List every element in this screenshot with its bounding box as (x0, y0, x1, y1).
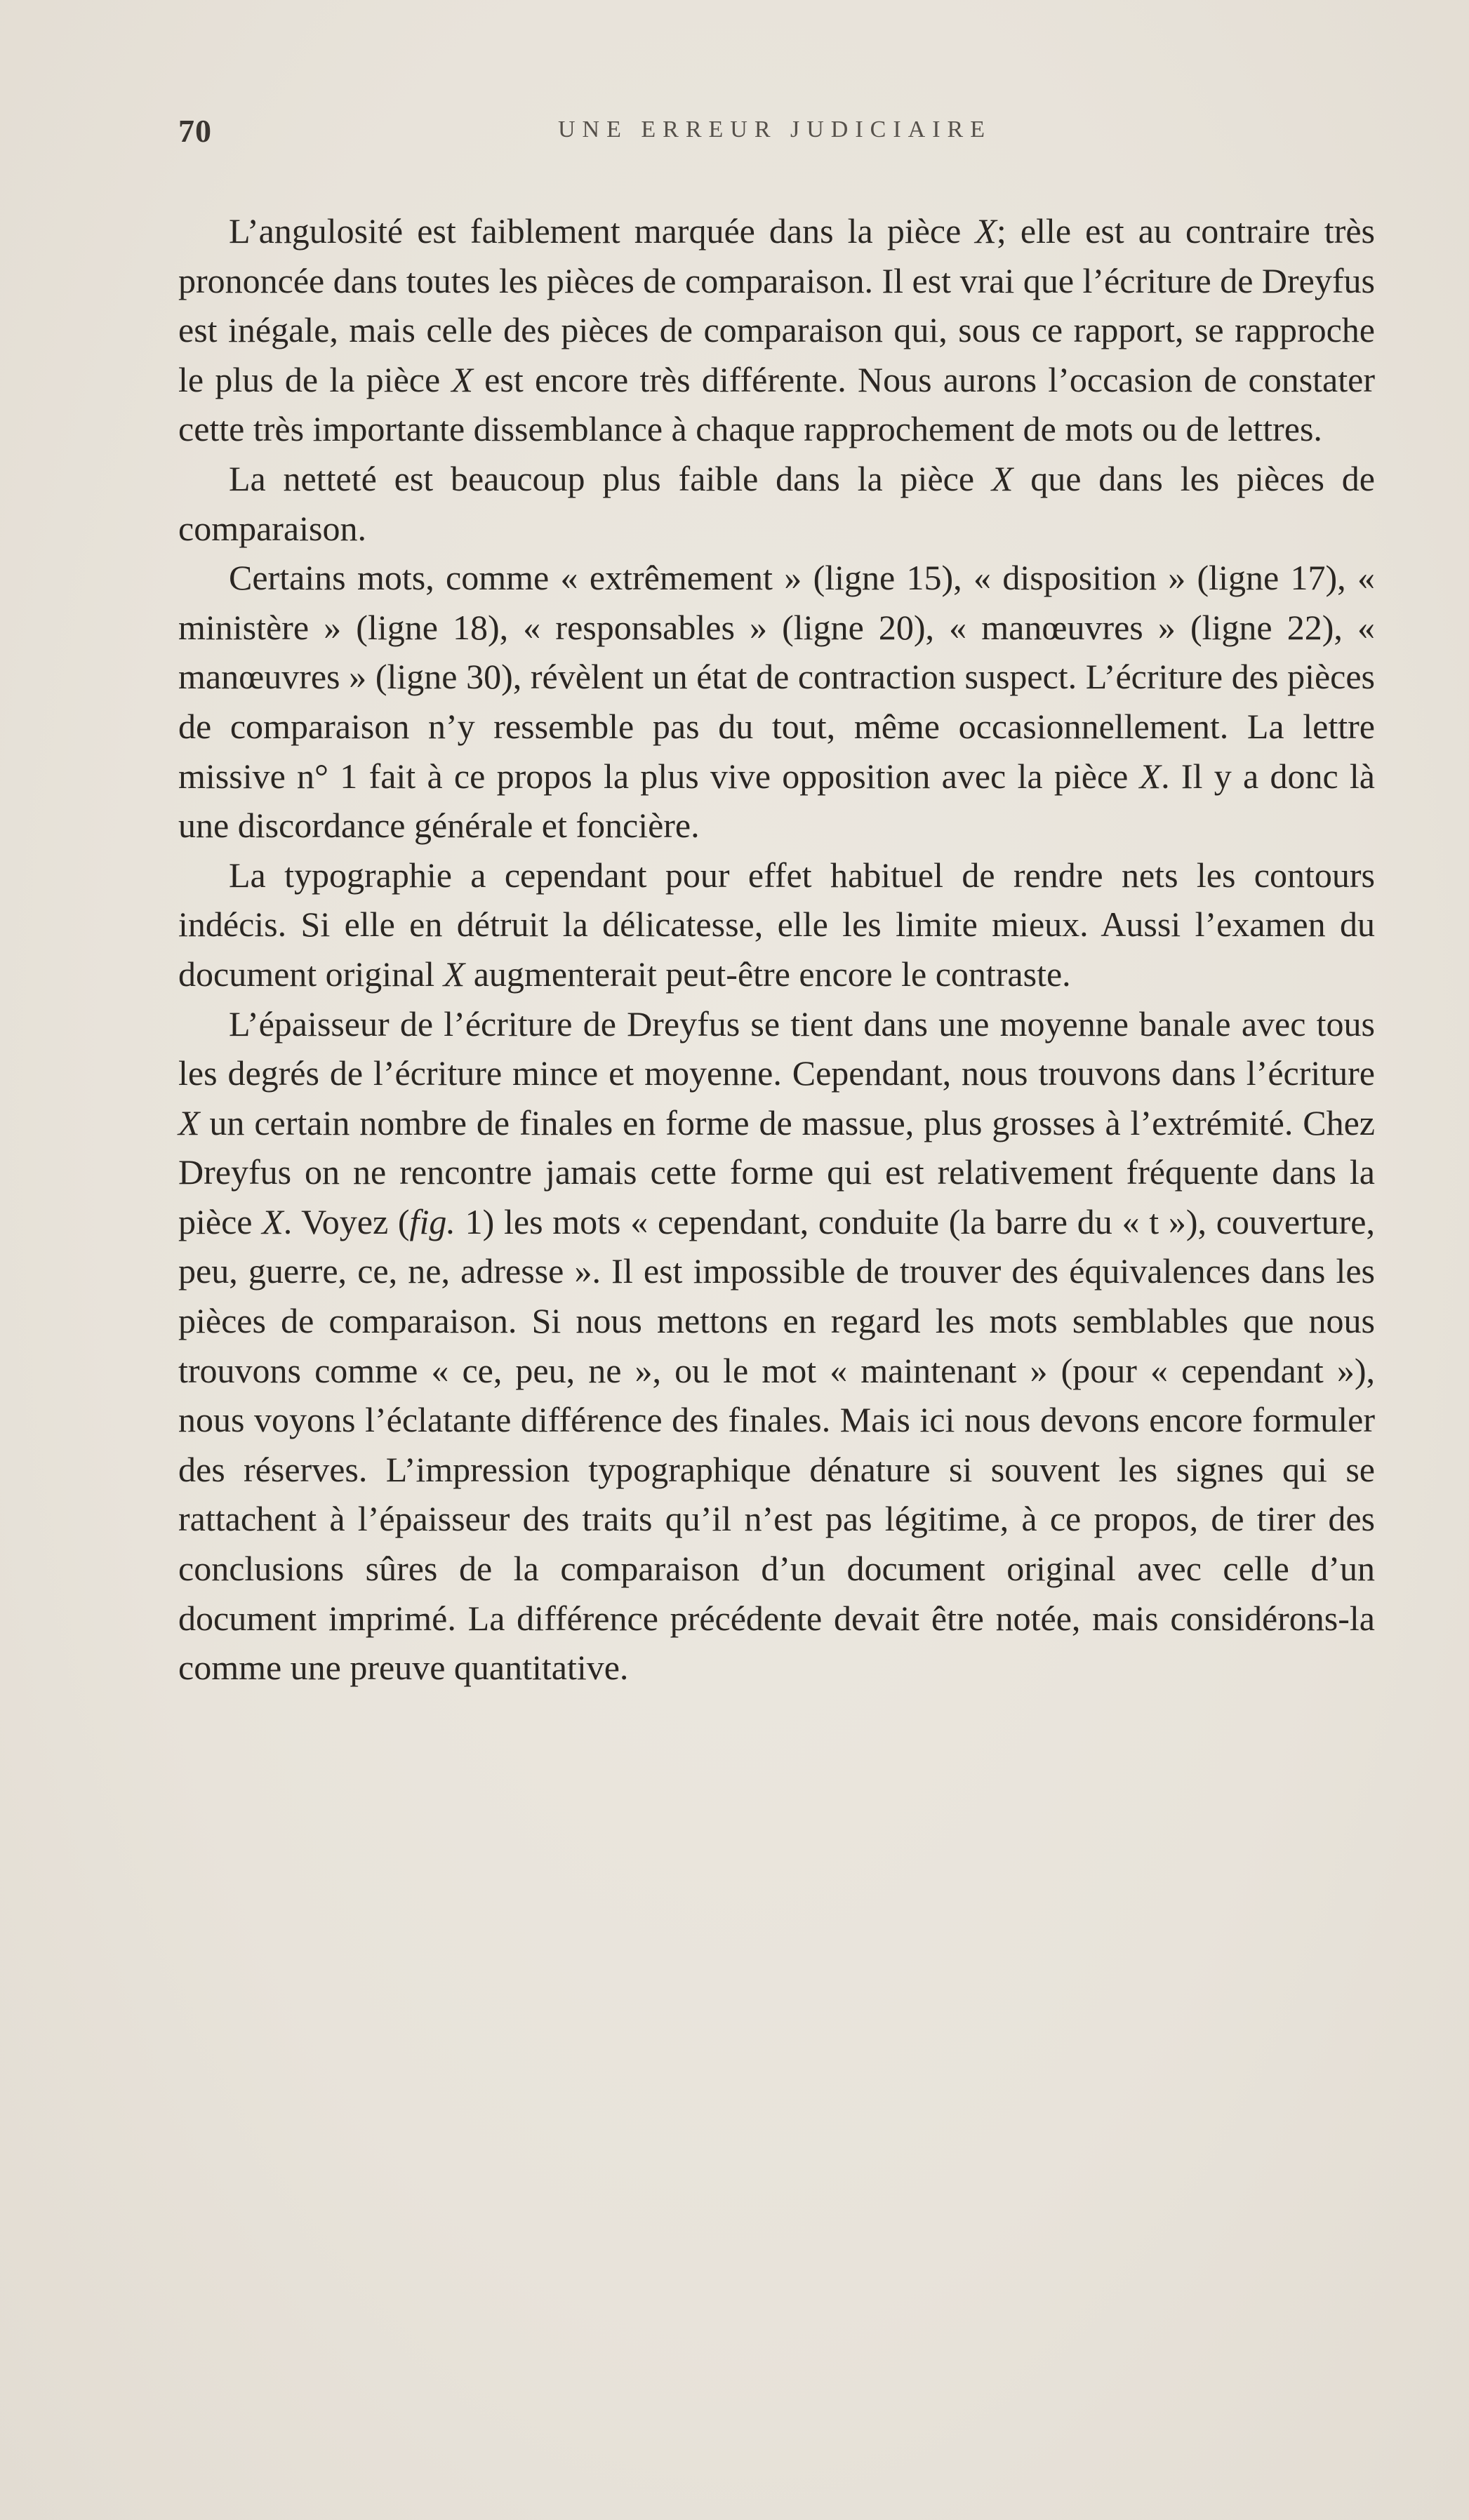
page-number: 70 (178, 113, 212, 149)
paragraph-nettete: La netteté est beaucoup plus faible dans la pièce X que dans les pièces de comparaison. (178, 458, 1375, 548)
paragraph-typographie: La typographie a cependant pour effet habituel de rendre nets les contours indécis. Si elle en détruit la délicatesse, elle les limite mieux. Aussi l’examen du document original X augmenterait peut-être encore le contraste. (178, 855, 1375, 994)
paragraph-epaisseur: L’épaisseur de l’écriture de Dreyfus se tient dans une moyenne banale avec tous les degrés de l’écriture mince et moyenne. Cependant, nous trouvons dans l’écriture X un certain nombre de finales en forme de massue, plus grosses à l’extrémité. Chez Dreyfus on ne rencontre jamais cette forme qui est relativement fréquente dans la pièce X. Voyez (fig. 1) les mots « cependant, conduite (la barre du « t »), couverture, peu, guerre, ce, ne, adresse ». Il est impossible de trouver des équivalences dans les pièces de comparaison. Si nous mettons en regard les mots semblables que nous trouvons comme « ce, peu, ne », ou le mot « maintenant » (pour « cependant »), nous voyons l’éclatante différence des finales. Mais ici nous devons encore formuler des réserves. L’impression typographique dénature si souvent les signes qui se rattachent à l’épaisseur des traits qu’il n’est pas légitime, à ce propos, de tirer des conclusions sûres de la comparaison d’un document original avec celle d’un document imprimé. La différence précédente devait être notée, mais considérons-la comme une preuve quantitative. (178, 1004, 1375, 1688)
paragraph-angulosite: L’angulosité est faiblement marquée dans la pièce X; elle est au contraire très prononcée dans toutes les pièces de comparaison. Il est vrai que l’écriture de Dreyfus est inégale, mais celle des pièces de comparaison qui, sous ce rapport, se rapproche le plus de la pièce X est encore très différente. Nous aurons l’occasion de constater cette très importante dissemblance à chaque rapprochement de mots ou de lettres. (178, 211, 1375, 449)
body-text (178, 206, 1375, 1693)
paragraph-contraction: Certains mots, comme « extrêmement » (ligne 15), « disposition » (ligne 17), « ministère » (ligne 18), « responsables » (ligne 20), « manœuvres » (ligne 22), « manœuvres » (ligne 30), révèlent un état de contraction suspect. L’écriture des pièces de comparaison n’y ressemble pas du tout, même occasionnellement. La lettre missive n° 1 fait à ce propos la plus vive opposition avec la pièce X. Il y a donc là une discordance générale et foncière. (178, 558, 1375, 846)
running-title: UNE ERREUR JUDICIAIRE (558, 116, 992, 142)
page-header (178, 112, 1348, 154)
